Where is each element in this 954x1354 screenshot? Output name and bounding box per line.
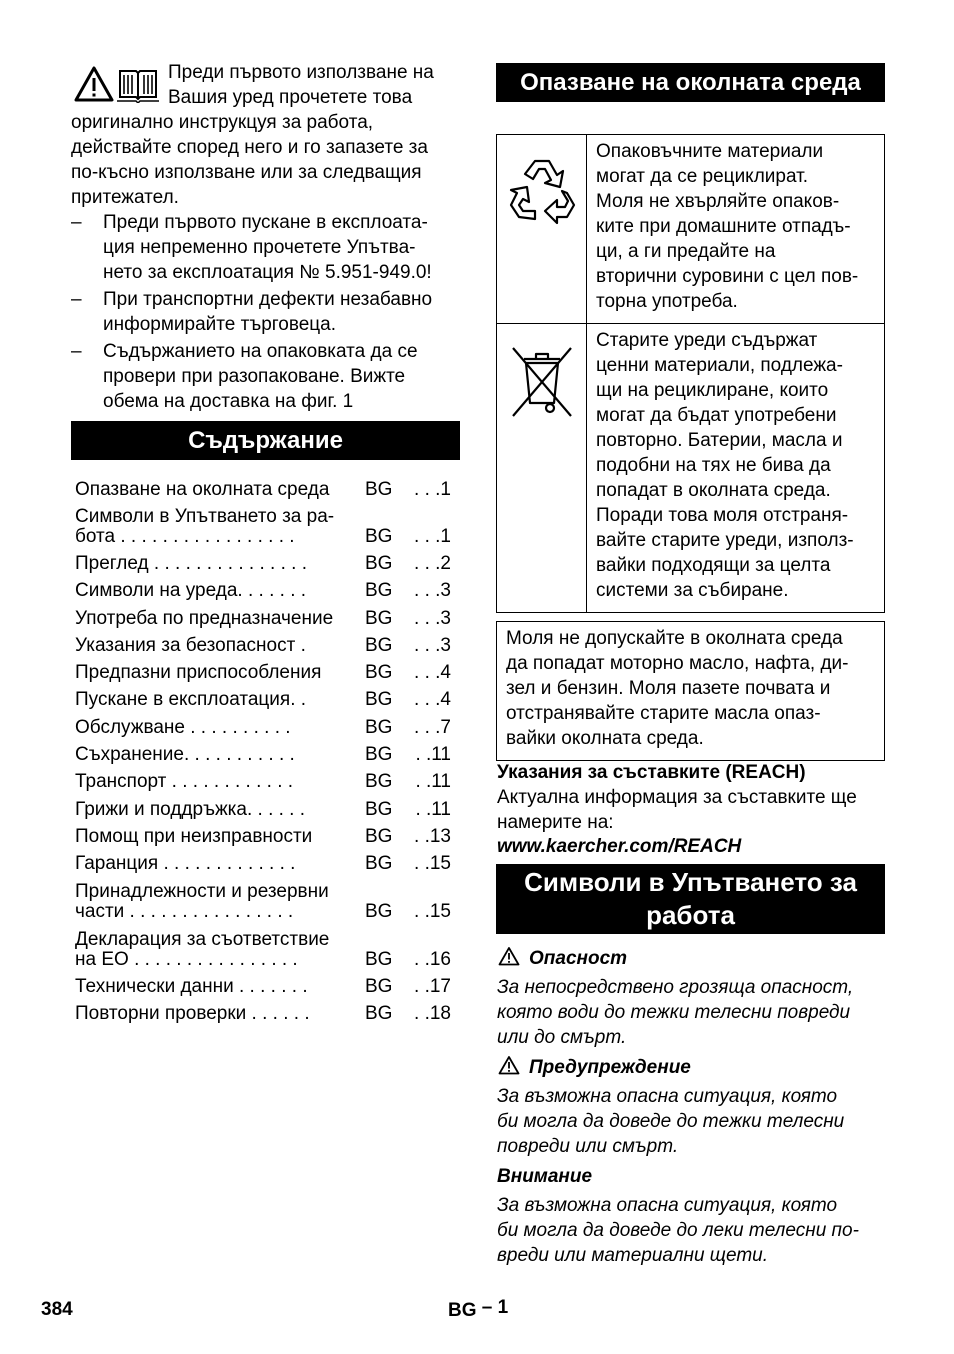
toc-language: BG	[365, 479, 393, 500]
toc-page: . .11	[415, 744, 451, 765]
toc-page: . . .1	[414, 479, 451, 500]
toc-title: Грижи и поддръжка. . . . . .	[75, 799, 306, 820]
toc-title: Транспорт . . . . . . . . . . . .	[75, 771, 294, 792]
bullet-dash: –	[71, 212, 82, 233]
toc-page: . .13	[414, 826, 451, 847]
toc-page: . . .3	[414, 580, 451, 601]
section-label: BG	[448, 1300, 477, 1321]
toc-language: BG	[365, 553, 393, 574]
page-number: 384	[41, 1299, 73, 1320]
toc-row	[75, 663, 460, 683]
intro-line: притежател.	[71, 187, 179, 208]
toc-row	[75, 929, 460, 970]
reach-text: Актуална информация за съставките ще намерите на:	[497, 787, 857, 833]
oil-notice-box: Моля не допускайте в околната среда да попадат моторно масло, нафта, ди- зел и бензин. Моля пазете почвата и отстранявайте старите масла опаз- вайки околната среда.	[496, 621, 885, 761]
toc-title: Съхранение. . . . . . . . . . .	[75, 744, 295, 765]
toc-row	[75, 1004, 460, 1024]
warning-triangle-icon	[498, 1055, 520, 1075]
caution-label: Внимание	[497, 1166, 593, 1187]
toc-page: . .17	[414, 976, 451, 997]
toc-page: . . .3	[414, 635, 451, 656]
bullet-text: Преди първото пускане в експлоата- ция непременно прочетете Упътва- нето за експлоатация № 5.951-949.0!	[103, 212, 432, 283]
intro-line: Вашия уред прочетете това	[168, 87, 413, 108]
symbols-heading: Символи в Упътването за работа	[496, 864, 885, 934]
section-page-label	[448, 1297, 508, 1319]
toc-row	[75, 506, 460, 547]
table-divider-horizontal	[497, 323, 884, 324]
toc-title: Принадлежности и резервни части . . . . . . . . . . . . . . . .	[75, 881, 329, 922]
bullet-dash: –	[71, 289, 82, 310]
toc-title: Употреба по предназначение	[75, 608, 334, 629]
toc-row	[75, 772, 460, 792]
toc-language: BG	[365, 976, 393, 997]
bullet-dash: –	[71, 341, 82, 362]
intro-bullet	[71, 339, 461, 414]
toc-page: . . .4	[414, 689, 451, 710]
toc-title: Помощ при неизправности	[75, 826, 313, 847]
toc-language: BG	[365, 689, 393, 710]
toc-title: Гаранция . . . . . . . . . . . . .	[75, 853, 296, 874]
toc-row	[75, 609, 460, 629]
warning-triangle-icon	[498, 946, 520, 966]
reach-heading: Указания за съставките (REACH)	[497, 762, 806, 783]
toc-title: Предпазни приспособления	[75, 662, 322, 683]
toc-row	[75, 636, 460, 656]
warning-triangle-icon	[73, 65, 115, 103]
caution-text: За възможна опасна ситуация, която би могла да доведе до леки телесни по- вреди или материални щети.	[497, 1195, 859, 1266]
toc-page: . . .4	[414, 662, 451, 683]
toc-row	[75, 480, 460, 500]
toc-row	[75, 800, 460, 820]
danger-text: За непосредствено грозяща опасност, която води до тежки телесни повреди или до смърт.	[497, 977, 854, 1048]
toc-page: . . .7	[414, 717, 451, 738]
intro-line: Преди първото използване на	[168, 62, 434, 83]
recycle-icon	[505, 153, 579, 227]
toc-row	[75, 554, 460, 574]
recycle-text: Опаковъчните материали могат да се рециклират. Моля не хвърляйте опаков- ките при домашните отпадъ- ци, а ги предайте на вторични суровини с цел пов- торна употреба.	[596, 141, 859, 312]
toc-title: Символи на уреда. . . . . . .	[75, 580, 307, 601]
toc-row	[75, 827, 460, 847]
intro-bullet	[71, 210, 461, 285]
toc-title: Технически данни . . . . . . .	[75, 976, 308, 997]
disposal-text: Старите уреди съдържат ценни материали, подлежа- щи на рециклиране, които могат да бъдат употребени повторно. Батерии, масла и подобни на тях не бива да попадат в околната среда. Поради това моля отстраня- вайте старите уреди, използ- вайки подходящи за целта системи за събиране.	[596, 330, 854, 601]
warning-label: Предупреждение	[529, 1057, 691, 1078]
toc-language: BG	[365, 901, 393, 922]
toc-row	[75, 745, 460, 765]
toc-page: . . .1	[414, 526, 451, 547]
toc-page: . .16	[414, 949, 451, 970]
toc-title: Указания за безопасност .	[75, 635, 306, 656]
toc-row	[75, 718, 460, 738]
toc-language: BG	[365, 580, 393, 601]
danger-label: Опасност	[529, 948, 628, 969]
toc-language: BG	[365, 662, 393, 683]
section-dash: –	[481, 1297, 493, 1318]
environment-table	[496, 134, 885, 613]
intro-line: оригинално инструкцуя за работа,	[71, 112, 374, 133]
toc-row	[75, 854, 460, 874]
toc-page: . .11	[415, 771, 451, 792]
intro-line: действайте според него и го запазете за	[71, 137, 428, 158]
toc-language: BG	[365, 826, 393, 847]
toc-page: . .15	[414, 901, 451, 922]
open-book-icon	[116, 65, 160, 103]
toc-language: BG	[365, 853, 393, 874]
toc-page: . .18	[414, 1003, 451, 1024]
toc-page: . .11	[415, 799, 451, 820]
section-page: 1	[497, 1297, 509, 1318]
contents-heading: Съдържание	[71, 421, 460, 460]
toc-title: Пускане в експлоатация. .	[75, 689, 307, 710]
toc-title: Повторни проверки . . . . . .	[75, 1003, 310, 1024]
toc-row	[75, 977, 460, 997]
table-divider-vertical	[586, 135, 587, 612]
toc-title: Обслужване . . . . . . . . . .	[75, 717, 291, 738]
toc-language: BG	[365, 526, 393, 547]
toc-page: . .15	[414, 853, 451, 874]
crossed-out-bin-icon	[510, 345, 574, 419]
bullet-text: Съдържанието на опаковката да се провери при разопаковане. Вижте обема на доставка на фиг. 1	[103, 341, 418, 412]
toc-language: BG	[365, 799, 393, 820]
toc-page: . . .2	[414, 553, 451, 574]
reach-url: www.kaercher.com/REACH	[497, 836, 742, 857]
intro-line: по-късно използване или за следващия	[71, 162, 422, 183]
toc-language: BG	[365, 717, 393, 738]
toc-row	[75, 881, 460, 922]
toc-title: Преглед . . . . . . . . . . . . . . .	[75, 553, 307, 574]
toc-title: Декларация за съответствие на ЕО . . . . . . . . . . . . . . . .	[75, 929, 330, 970]
bullet-text: При транспортни дефекти незабавно информирайте търговеца.	[103, 289, 433, 335]
toc-row	[75, 581, 460, 601]
toc-title: Опазване на околната среда	[75, 479, 330, 500]
toc-title: Символи в Упътването за ра- бота . . . . . . . . . . . . . . . . .	[75, 506, 335, 547]
toc-language: BG	[365, 949, 393, 970]
toc-language: BG	[365, 608, 393, 629]
toc-language: BG	[365, 771, 393, 792]
toc-language: BG	[365, 635, 393, 656]
environment-heading: Опазване на околната среда	[496, 63, 885, 102]
warning-text: За възможна опасна ситуация, която би могла да доведе до тежки телесни повреди или смърт.	[497, 1086, 845, 1157]
toc-page: . . .3	[414, 608, 451, 629]
intro-bullet	[71, 287, 461, 337]
toc-row	[75, 690, 460, 710]
toc-language: BG	[365, 1003, 393, 1024]
toc-language: BG	[365, 744, 393, 765]
